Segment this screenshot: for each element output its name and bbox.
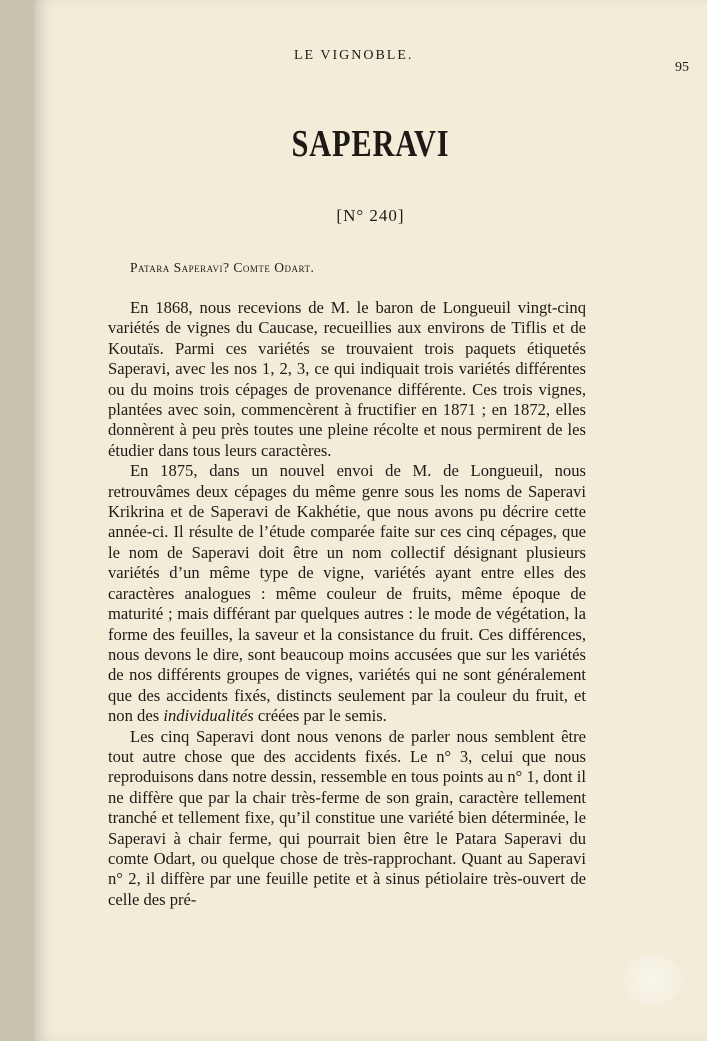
- book-page: [34, 0, 707, 1041]
- paragraph-1: [108, 298, 586, 461]
- paragraph-1-text: En 1868, nous recevions de M. le baron de Longueuil vingt-cinq variétés de vignes du Caucase, recueillies aux environs de Tiflis et de Koutaïs. Parmi ces variétés se trouvaient trois paquets étiquetés Saperavi, avec les nos 1, 2, 3, ce qui indiquait trois variétés différentes ou du moins trois cépages de provenance différente. Ces trois vignes, plantées avec soin, commencèrent à fructifier en 1871 ; en 1872, elles donnèrent à peu près toutes une pleine récolte et nous permirent de les étudier dans tous leurs caractères.: [108, 298, 586, 460]
- paragraph-2: [108, 461, 586, 726]
- paragraph-2-text-end: créées par le semis.: [257, 706, 387, 726]
- synonyms-line: Patara Saperavi? Comte Odart.: [130, 260, 315, 275]
- paragraph-3: [108, 727, 586, 911]
- body-text: [108, 298, 586, 910]
- book-gutter: [0, 0, 36, 1041]
- page-number: 95: [675, 60, 689, 75]
- page-title: SAPERAVI: [291, 123, 450, 165]
- paragraph-2-text: En 1875, dans un nouvel envoi de M. de Longueuil, nous retrouvâmes deux cépages du même genre sous les noms de Saperavi Krikrina et de Saperavi de Kakhétie, que nous avons pu décrire cette année-ci. Il résulte de l’étude comparée faite sur ces cinq cépages, que le nom de Saperavi doit être un nom collectif désignant plusieurs variétés d’un même type de vigne, variétés ayant entre elles des caractères analogues : même couleur de fruits, même époque de maturité ; mais différant par quelques autres : le mode de végétation, la forme des feuilles, la saveur et la consistance du fruit. Ces différences, nous devons le dire, sont beaucoup moins accusées que sur les variétés de nos différents groupes de vignes, variétés qui ne sont généralement que des accidents fixés, distincts seulement par la couleur du fruit, et non des: [108, 461, 586, 726]
- paragraph-2-italic: individualités: [163, 706, 254, 726]
- running-head: LE VIGNOBLE.: [294, 48, 414, 63]
- paper-stain: [623, 955, 683, 1005]
- entry-number: [N° 240]: [336, 206, 405, 225]
- paragraph-3-text: Les cinq Saperavi dont nous venons de parler nous semblent être tout autre chose que des accidents fixés. Le n° 3, celui que nous reproduisons dans notre dessin, ressemble en tous points au n° 1, dont il ne diffère que par la chair très-ferme de son grain, caractère tellement tranché et tellement fixe, qu’il constitue une variété bien déterminée, le Saperavi à chair ferme, qui pourrait bien être le Patara Saperavi du comte Odart, ou quelque chose de très-rapprochant. Quant au Saperavi n° 2, il diffère par une feuille petite et à sinus pétiolaire très-ouvert de celle des pré-: [108, 726, 586, 909]
